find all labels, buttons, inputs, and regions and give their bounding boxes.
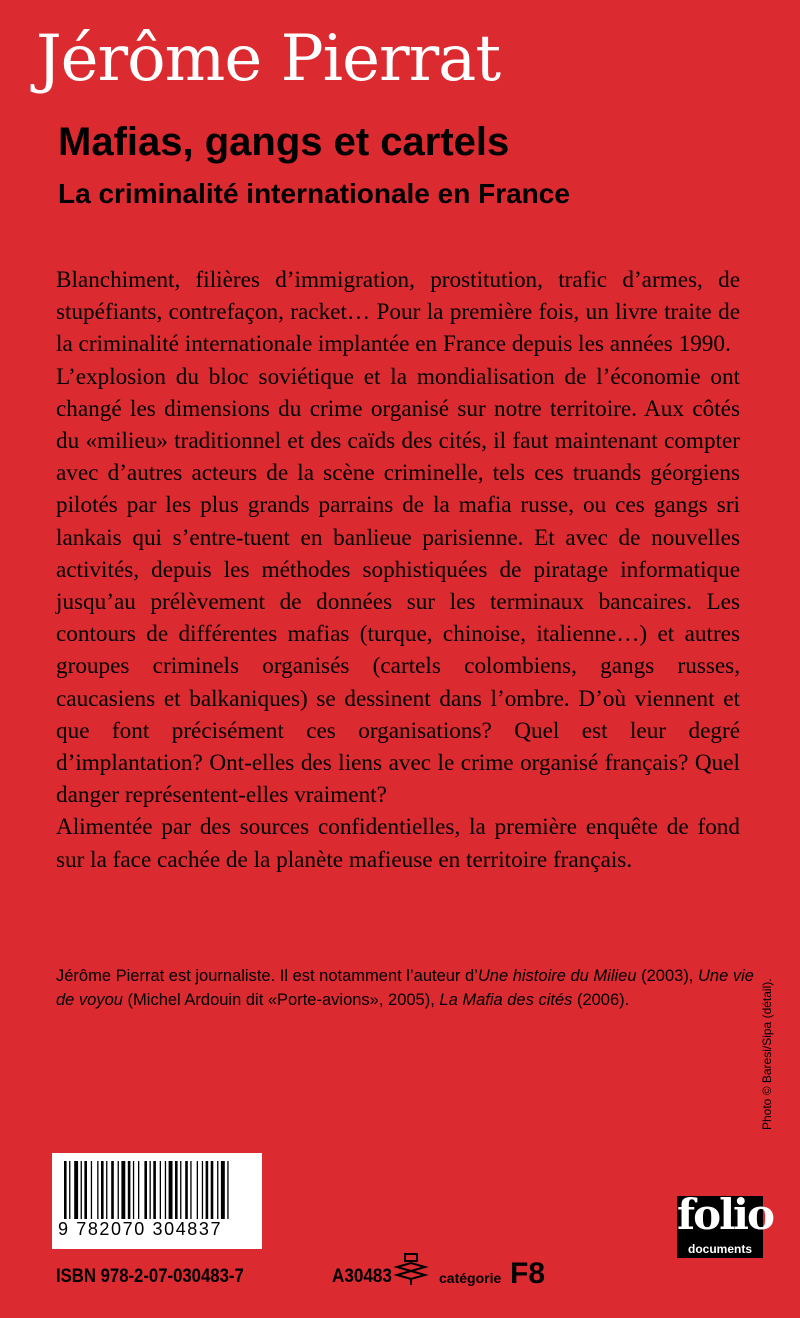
bio-text: (2003), (636, 967, 698, 985)
bio-book-title: Une histoire du Milieu (477, 967, 637, 985)
photo-credit: Photo © Baresi/Sipa (détail). (760, 978, 774, 1130)
category-value: F8 (510, 1257, 546, 1290)
barcode-icon (62, 1161, 252, 1219)
blurb (56, 264, 740, 876)
bio-text: (2006). (572, 991, 630, 1009)
book-subtitle: La criminalité internationale en France (58, 178, 570, 209)
blurb-paragraph-2: L’explosion du bloc soviétique et la mondialisation de l’économie ont changé les dimensions du crime organisé sur notre territoire. Aux côtés du «milieu» traditionnel et des caïds des cités, il faut maintenant compter avec d’autres acteurs de la scène criminelle, tels ces truands géorgiens pilotés par les plus grands parrains de la mafia russe, ou ces gangs sri lankais qui s’entre-tuent en banlieue parisienne. Et avec de nouvelles activités, depuis les méthodes sophistiquées de piratage informatique jusqu’au prélèvement de données sur les terminaux bancaires. Les contours de différentes mafias (turque, chinoise, italienne…) et autres groupes criminels organisés (cartels colombiens, gangs russes, caucasiens et balkaniques) se dessinent dans l’ombre. D’où viennent et que font précisément ces organisations? Quel est leur degré d’implantation? Ont-elles des liens avec le crime organisé français? Quel danger représentent-elles vraiment? (56, 363, 740, 809)
blurb-paragraph-3: Alimentée par des sources confidentielles, la première enquête de fond sur la face cachée de la planète mafieuse en territoire français. (56, 814, 740, 873)
bio-text: Jérôme Pierrat est journaliste. Il est notamment l’auteur d’ (56, 967, 478, 985)
book-title: Mafias, gangs et cartels (58, 120, 510, 164)
author-name: Jérôme Pierrat (36, 22, 501, 96)
bio-book-title: Une vie de voyou (56, 967, 754, 1009)
publisher-logo (677, 1190, 774, 1258)
category-label: catégorie (439, 1270, 502, 1286)
author-bio (56, 964, 756, 1012)
gallimard-logo-icon (393, 1251, 429, 1287)
barcode-digits: 9 782070 304837 (58, 1219, 223, 1239)
publisher-name: folio (677, 1190, 774, 1239)
product-code: A30483 (332, 1266, 392, 1287)
isbn: ISBN 978-2-07-030483-7 (56, 1266, 244, 1287)
bio-text: (Michel Ardouin dit «Porte-avions», 2005), (122, 991, 440, 1009)
bio-book-title: La Mafia des cités (439, 991, 573, 1009)
blurb-paragraph-1: Blanchiment, filières d’immigration, prostitution, trafic d’armes, de stupéfiants, contrefaçon, racket… Pour la première fois, un livre traite de la criminalité internationale implantée en France depuis les années 1990. (56, 267, 740, 358)
publisher-collection: documents (687, 1242, 752, 1256)
barcode (52, 1153, 262, 1249)
